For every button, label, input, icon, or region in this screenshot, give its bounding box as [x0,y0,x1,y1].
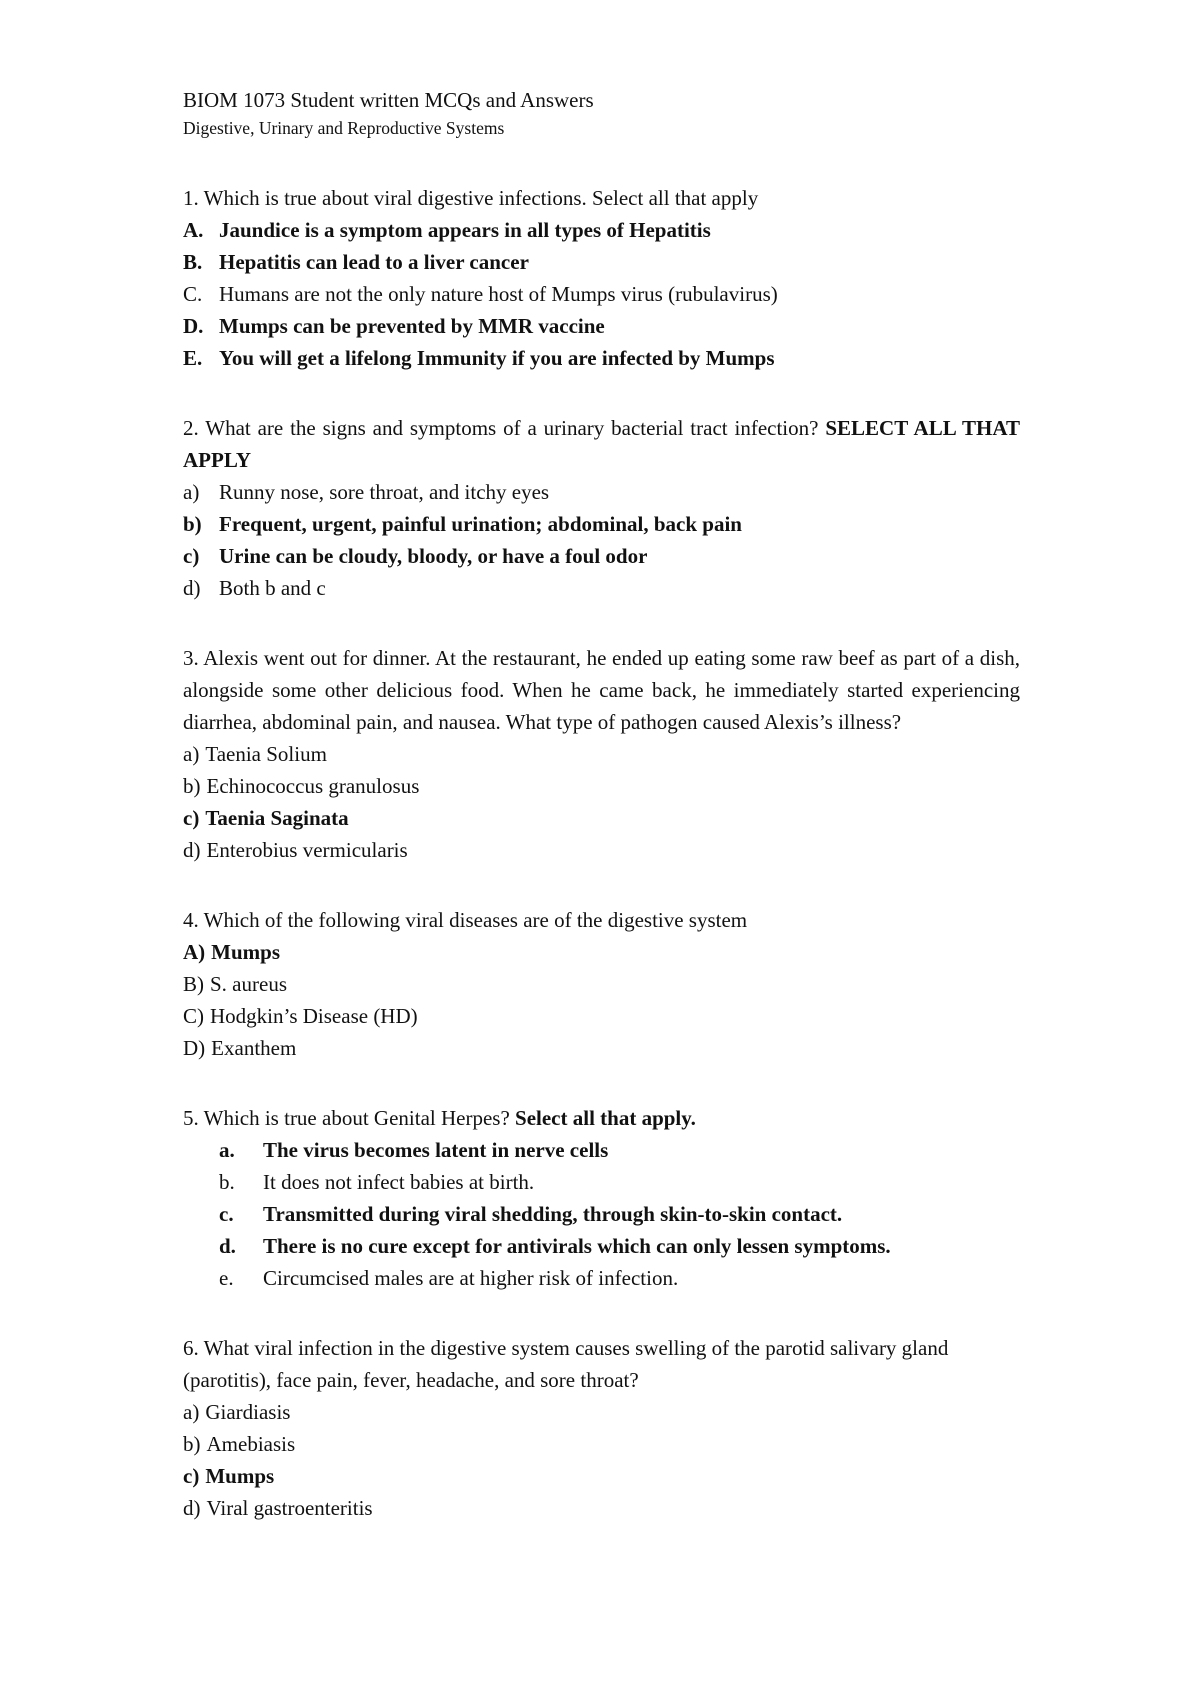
answer-option [183,770,1020,802]
question-stem: 1. Which is true about viral digestive infections. Select all that apply [183,186,759,210]
question-3 [183,642,1020,866]
answer-options [183,1134,1020,1294]
answer-option [183,214,1020,246]
option-text: Mumps [205,1464,275,1488]
answer-option [183,1032,1020,1064]
option-text: Transmitted during viral shedding, through skin-to-skin contact. [263,1202,843,1226]
answer-option [183,508,1020,540]
question-stem: 4. Which of the following viral diseases are of the digestive system [183,908,748,932]
option-marker: d) [183,838,201,862]
option-marker: C) [183,1004,204,1028]
option-marker: b) [183,1432,201,1456]
option-text: Giardiasis [205,1400,291,1424]
question-stem-continued: (parotitis), face pain, fever, headache, and sore throat? [183,1368,639,1392]
answer-option [183,1000,1020,1032]
answer-option [183,1428,1020,1460]
option-text: Mumps [211,940,281,964]
option-marker: A. [183,218,204,242]
option-text: Jaundice is a symptom appears in all types of Hepatitis [219,218,711,242]
option-marker: c) [183,1464,200,1488]
option-text: Viral gastroenteritis [206,1496,373,1520]
answer-options [183,1396,1020,1524]
answer-option [183,310,1020,342]
option-text: You will get a lifelong Immunity if you are infected by Mumps [219,346,775,370]
option-text: Taenia Solium [205,742,327,766]
question-stem [183,1102,1020,1134]
option-marker: D. [183,314,204,338]
answer-option [183,246,1020,278]
option-text: Taenia Saginata [205,806,349,830]
answer-option [183,476,1020,508]
option-marker: a) [183,1400,200,1424]
question-5 [183,1102,1020,1294]
option-text: S. aureus [210,972,287,996]
question-stem-text: 5. Which is true about Genital Herpes? [183,1106,510,1130]
option-text: There is no cure except for antivirals which can only lessen symptoms. [263,1234,891,1258]
option-text: Frequent, urgent, painful urination; abdominal, back pain [219,512,742,536]
answer-option [183,968,1020,1000]
option-text: Amebiasis [206,1432,296,1456]
option-marker: a) [183,742,200,766]
answer-option [183,1460,1020,1492]
answer-option [183,834,1020,866]
option-marker: a. [219,1138,235,1162]
option-text: Both b and c [219,576,326,600]
option-text: It does not infect babies at birth. [263,1170,535,1194]
answer-options [183,738,1020,866]
option-text: Mumps can be prevented by MMR vaccine [219,314,605,338]
option-marker: B. [183,250,203,274]
question-instruction: Select all that apply. [515,1106,696,1130]
answer-option [183,342,1020,374]
option-text: Echinococcus granulosus [206,774,420,798]
option-marker: c) [183,544,200,568]
answer-option [183,1230,1020,1262]
answer-option [183,572,1020,604]
option-text: Exanthem [211,1036,297,1060]
option-text: Circumcised males are at higher risk of infection. [263,1266,679,1290]
option-marker: b) [183,774,201,798]
question-1 [183,182,1020,374]
answer-option [183,1134,1020,1166]
option-marker: b) [183,512,202,536]
answer-option [183,936,1020,968]
answer-option [183,1396,1020,1428]
question-stem-text: 2. What are the signs and symptoms of a urinary bacterial tract infection? [183,416,819,440]
answer-option [183,278,1020,310]
option-text: Hepatitis can lead to a liver cancer [219,250,529,274]
question-4 [183,904,1020,1064]
question-2 [183,412,1020,604]
option-text: Hodgkin’s Disease (HD) [210,1004,418,1028]
option-marker: C. [183,282,203,306]
option-text: Humans are not the only nature host of Mumps virus (rubulavirus) [219,282,778,306]
document-title: BIOM 1073 Student written MCQs and Answers [183,88,594,112]
answer-options [183,214,1020,374]
answer-options [183,476,1020,604]
option-text: Enterobius vermicularis [206,838,408,862]
question-instruction: SELECT ALL THAT APPLY [183,416,1021,472]
answer-option [183,738,1020,770]
option-text: The virus becomes latent in nerve cells [263,1138,609,1162]
option-marker: d. [219,1234,236,1258]
option-marker: A) [183,940,206,964]
option-marker: e. [219,1266,234,1290]
answer-option [183,1198,1020,1230]
question-stem [183,412,1020,476]
option-marker: B) [183,972,204,996]
option-text: Urine can be cloudy, bloody, or have a foul odor [219,544,648,568]
option-marker: c. [219,1202,234,1226]
option-marker: d) [183,1496,201,1520]
option-marker: b. [219,1170,235,1194]
option-marker: d) [183,576,201,600]
option-marker: D) [183,1036,206,1060]
option-marker: c) [183,806,200,830]
question-stem: 3. Alexis went out for dinner. At the restaurant, he ended up eating some raw beef as part of a dish, alongside some other delicious food. When he came back, he immediately started experiencing diarrhea, abdominal pain, and nausea. What type of pathogen caused Alexis’s illness? [183,646,1020,734]
option-marker: a) [183,480,200,504]
answer-option [183,1262,1020,1294]
question-6 [183,1332,1020,1524]
answer-option [183,540,1020,572]
answer-options [183,936,1020,1064]
question-stem: 6. What viral infection in the digestive system causes swelling of the parotid salivary gland [183,1336,949,1360]
option-marker: E. [183,346,203,370]
answer-option [183,1166,1020,1198]
answer-option [183,802,1020,834]
option-text: Runny nose, sore throat, and itchy eyes [219,480,550,504]
document-subtitle: Digestive, Urinary and Reproductive Systems [183,118,505,138]
answer-option [183,1492,1020,1524]
